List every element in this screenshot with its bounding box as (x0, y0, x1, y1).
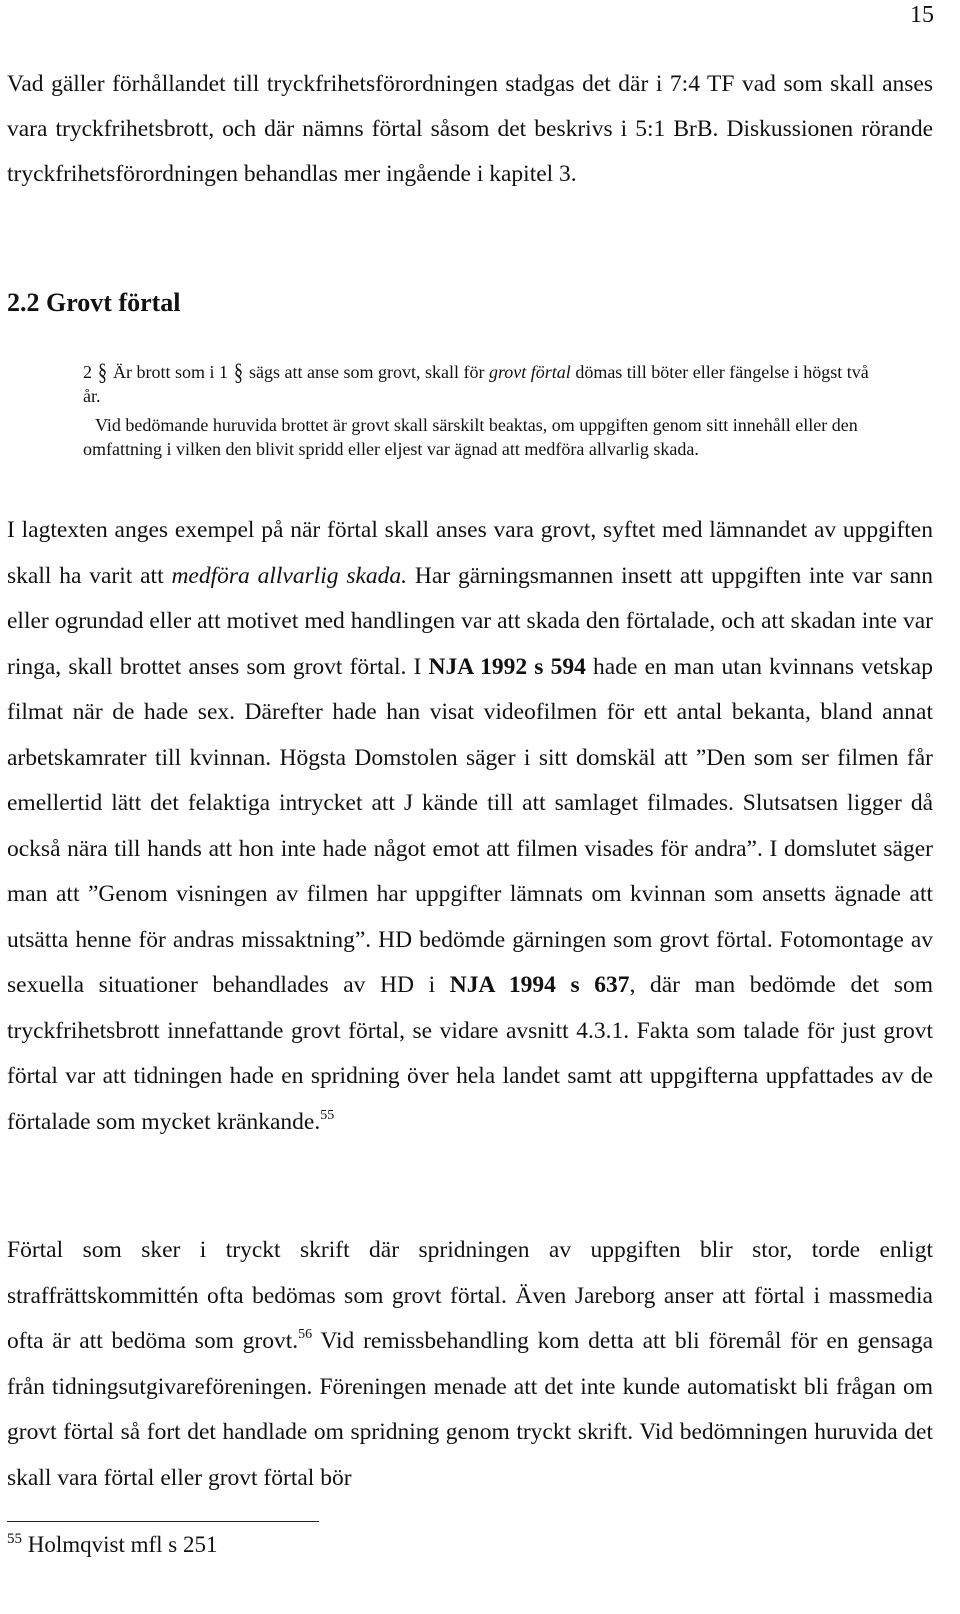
statute-para-number: 2 (83, 362, 92, 382)
paragraph-tryckt-skrift (7, 1228, 933, 1501)
statute-second-paragraph: Vid bedömande huruvida brottet är grovt skall särskilt beaktas, om uppgiften genom sitt innehåll eller den omfattning i vilken den blivit spridd eller eljest var ägnad att medföra allvarlig skada. (83, 415, 858, 459)
section-symbol: § (98, 358, 107, 386)
paragraph-grovt-fortal (7, 508, 933, 1145)
case-reference-1: NJA 1992 s 594 (428, 653, 586, 680)
statute-text-c: dömas till böter eller fängelse i högst två år. (83, 362, 869, 406)
paragraph-intro: Vad gäller förhållandet till tryckfrihetsförordningen stadgas det där i 7:4 TF vad som skall anses vara tryckfrihetsbrott, och där nämns förtal såsom det beskrivs i 5:1 BrB. Diskussionen rörande tryckfrihetsförordningen behandlas mer ingående i kapitel 3. (7, 71, 933, 187)
footnote-ref-55: 55 (320, 1107, 335, 1123)
section-heading: 2.2 Grovt förtal (7, 288, 181, 317)
p3-text-a: Förtal som sker i tryckt skrift där spridningen av uppgiften blir stor, torde enligt straffrättskommittén ofta bedömas som grovt förtal. Även Jareborg anser att förtal i massmedia ofta är att bedöma som grovt. (7, 1237, 933, 1354)
footnote-ref-56: 56 (298, 1327, 313, 1342)
p3-text-b: Vid remissbehandling kom detta att bli föremål för en gensaga från tidningsutgivareföreningen. Föreningen menade att det inte kunde automatiskt bli frågan om grovt förtal så fort det handlade om spridning genom tryckt skrift. Vid bedömningen huruvida det skall vara förtal eller grovt förtal bör (7, 1328, 933, 1491)
footnote-text: Holmqvist mfl s 251 (27, 1532, 218, 1557)
statute-term: grovt förtal (488, 362, 571, 382)
case-reference-2: NJA 1994 s 637 (449, 972, 630, 998)
footnote (7, 1532, 218, 1558)
footnote-number: 55 (7, 1531, 22, 1547)
p2-text-b: Har gärningsmannen insett att uppgiften inte var sann eller ogrundad eller att motivet med handlingen var att skada den förtalade, och att skadan inte var ringa, skall brottet anses som grovt förtal. I (7, 562, 934, 680)
footnote-divider (7, 1521, 319, 1522)
p2-text-a: I lagtexten anges exempel på när förtal skall anses vara grovt, syftet med lämnandet av uppgiften skall ha varit att (7, 517, 933, 589)
p2-text-d: , där man bedömde det som tryckfrihetsbrott innefattande grovt förtal, se vidare avsnitt 4.3.1. Fakta som talade för just grovt förtal var att tidningen hade en spridning över hela landet samt att uppgifterna uppfattades av de förtalade som mycket kränkande. (7, 972, 934, 1135)
statute-text-a: Är brott som i 1 (113, 362, 228, 382)
section-symbol-2: § (234, 358, 243, 386)
statute-text-b: sägs att anse som grovt, skall för (249, 362, 485, 382)
p2-italic: medföra allvarlig skada. (171, 562, 408, 589)
page-number: 15 (910, 2, 934, 28)
statute-first-paragraph (83, 360, 873, 408)
p2-text-c: hade en man utan kvinnans vetskap filmat när de hade sex. Därefter hade han visat videofilmen för ett antal bekanta, bland annat arbetskamrater till kvinnan. Högsta Domstolen säger i sitt domskäl att ”Den som ser filmen får emellertid lätt det felaktiga intrycket att J kände till att samlaget filmades. Slutsatsen ligger då också nära till hands att hon inte hade något emot att filmen visades för andra”. I domslutet säger man att ”Genom visningen av filmen har uppgifter lämnats om kvinnan som ansetts ägnade att utsätta henne för andras missaktning”. HD bedömde gärningen som grovt förtal. Fotomontage av sexuella situationer behandlades av HD i (7, 653, 933, 998)
